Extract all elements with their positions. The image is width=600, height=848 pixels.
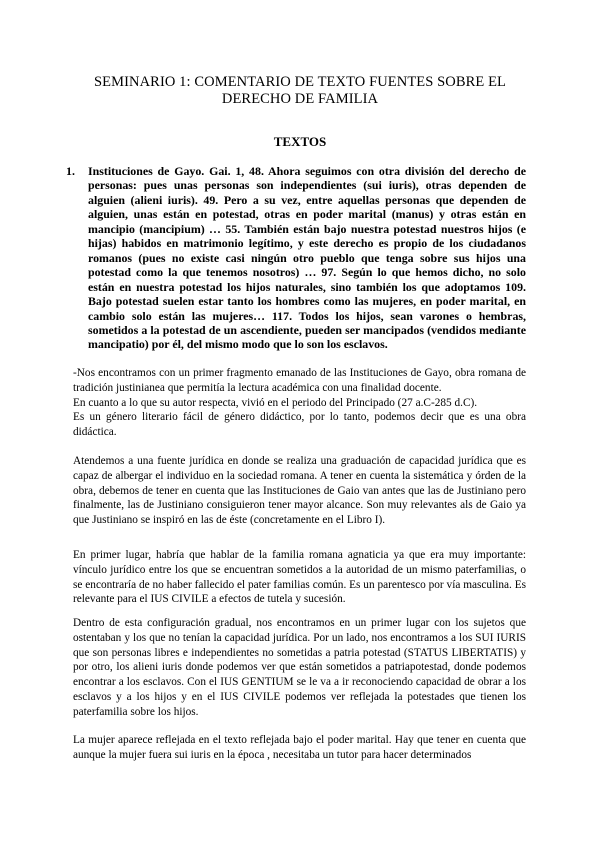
item-text: Instituciones de Gayo. Gai. 1, 48. Ahora seguimos con otra división del derecho de personas: pues unas personas son independientes (sui iuris), otras dependen de alguien (alieni iuris). 49. Pero a su vez, entre aquellas personas que dependen de alguien, unas están en potestad, otras en poder marital (manus) y otras están en mancipio (mancipium) … 55. También están bajo nuestra potestad nuestros hijos (e hijas) habidos en matrimonio legítimo, y este derecho es propio de los ciudadanos romanos (pues no existe casi ningún otro pueblo que tenga sobre sus hijos una potestad como la que tenemos nosotros) … 97. Según lo que hemos dicho, no solo están en nuestra potestad los hijos naturales, sino también los que adoptamos 109. Bajo potestad suelen estar tanto los hombres como las mujeres, en poder marital, en cambio solo están las mujeres… 117. Todos los hijos, sean varones o hembras, sometidos a la potestad de un ascendiente, pueden ser mancipados (vendidos mediante mancipatio) por él, del mismo modo que lo son los esclavos. (88, 164, 526, 352)
paragraph-intro (73, 366, 526, 440)
paragraph-line: Es un género literario fácil de género didáctico, por lo tanto, podemos decir que es una obra didáctica. (73, 411, 526, 439)
paragraph-line: Dentro de esta configuración gradual, nos encontramos en un primer lugar con los sujetos que ostentaban y los que no tenían la capacidad jurídica. Por un lado, nos encontramos a los SUI IURIS que son personas libres e independientes no sometidas a patria potestad (STATUS LIBERTATIS) y por otro, los alieni iuris donde podemos ver que están sometidos a patriapotestad, donde podemos encontrar a los esclavos. Con el IUS GENTIUM se le va a ir reconociendo capacidad de obrar a los esclavos y a los hijos y en el IUS CIVILE podemos ver reflejada la potestades que tienen los paterfamilia sobre los hijos. (73, 617, 526, 718)
source-text-item (66, 164, 526, 352)
section-heading: TEXTOS (273, 134, 327, 149)
paragraph-line: En primer lugar, habría que hablar de la familia romana agnaticia ya que era muy importante: vínculo jurídico entre los que se encuentran sometidos a la autoridad de un mismo paterfamilias, o se encontraría de no haber fallecido el pater familias común. Es un parentesco por vía masculina. Es relevante para el IUS CIVILE a efectos de tutela y sucesión. (73, 549, 526, 606)
paragraph-line: -Nos encontramos con un primer fragmento emanado de las Instituciones de Gayo, obra romana de tradición justinianea que permitía la lectura académica con una finalidad docente. (73, 367, 526, 394)
paragraph-roman-family (73, 548, 526, 607)
paragraph-line: Atendemos a una fuente jurídica en donde se realiza una graduación de capacidad jurídica que es capaz de albergar el individuo en la sociedad romana. A tener en cuenta la sistemática y órden de la obra, debemos de tener en cuenta que las Instituciones de Gaio van antes que las de Justiniano pero finalmente, las de Justiniano consiguieron tener mayor alcance. Son muy relevantes als de Gaio ya que Justiniano se inspiró en las de éste (concretamente en el Libro I). (73, 455, 526, 527)
paragraph-source-analysis (73, 454, 526, 528)
paragraph-legal-capacity (73, 616, 526, 720)
item-number: 1. (66, 164, 75, 178)
paragraph-woman-marital-power (73, 733, 526, 763)
paragraph-line: La mujer aparece reflejada en el texto reflejada bajo el poder marital. Hay que tener en cuenta que aunque la mujer fuera sui iuris en la época , necesitaba un tutor para hacer determinados (73, 734, 526, 761)
paragraph-line: En cuanto a lo que su autor respecta, vivió en el periodo del Principado (27 a.C-285 d.C). (73, 396, 478, 409)
document-title: SEMINARIO 1: COMENTARIO DE TEXTO FUENTES SOBRE EL DERECHO DE FAMILIA (93, 74, 507, 107)
